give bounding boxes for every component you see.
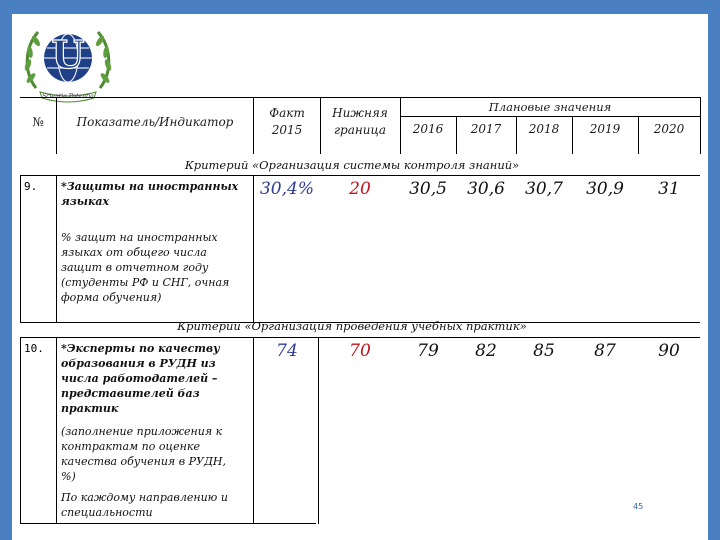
- col-header-year-2020: 2020: [653, 122, 685, 136]
- indicator-title: *Эксперты по качеству образования в РУДН из числа работодателей – представителей баз практик: [61, 342, 220, 415]
- row-number: 10.: [24, 342, 44, 355]
- plan-2020-value: 31: [658, 179, 680, 199]
- criterion-heading: Критерий «Организация системы контроля знаний»: [184, 158, 520, 172]
- plan-2019-value: 30,9: [586, 179, 624, 199]
- col-header-lower-bound: Нижняя граница: [332, 106, 388, 137]
- plan-2016-value: 79: [417, 341, 439, 361]
- indicator-title: *Защиты на иностранных языках: [61, 180, 239, 208]
- col-header-number: №: [32, 115, 44, 129]
- plan-2019-value: 87: [594, 341, 616, 361]
- indicator-description: (заполнение приложения к контрактам по оценке качества обучения в РУДН, %): [61, 425, 226, 483]
- col-header-year-2019: 2019: [589, 122, 621, 136]
- row-number: 9.: [24, 180, 38, 193]
- plan-2017-value: 82: [475, 341, 497, 361]
- plan-2017-value: 30,6: [467, 179, 505, 199]
- indicator-scope: По каждому направлению и специальности: [61, 491, 228, 519]
- plan-2020-value: 90: [658, 341, 680, 361]
- plan-2018-value: 85: [533, 341, 555, 361]
- lower-bound-value: 20: [349, 179, 371, 199]
- slide: [12, 14, 708, 540]
- page-number: 45: [633, 502, 644, 511]
- plan-2018-value: 30,7: [525, 179, 563, 199]
- plan-2016-value: 30,5: [409, 179, 447, 199]
- fact-value: 30,4%: [259, 179, 314, 199]
- indicator-description: % защит на иностранных языках от общего числа защит в отчетном году (студенты РФ и СНГ, очная форма обучения): [61, 231, 230, 304]
- svg-text:U: U: [51, 32, 85, 77]
- fact-value: 74: [276, 341, 298, 361]
- col-header-fact: Факт 2015: [269, 106, 305, 137]
- col-header-planned: Плановые значения: [488, 100, 612, 114]
- col-header-year-2018: 2018: [528, 122, 560, 136]
- col-header-year-2017: 2017: [470, 122, 502, 136]
- col-header-indicator: Показатель/Индикатор: [76, 115, 234, 129]
- criterion-heading: Критерий «Организация проведения учебных практик»: [177, 319, 527, 333]
- lower-bound-value: 70: [349, 341, 371, 361]
- col-header-year-2016: 2016: [412, 122, 444, 136]
